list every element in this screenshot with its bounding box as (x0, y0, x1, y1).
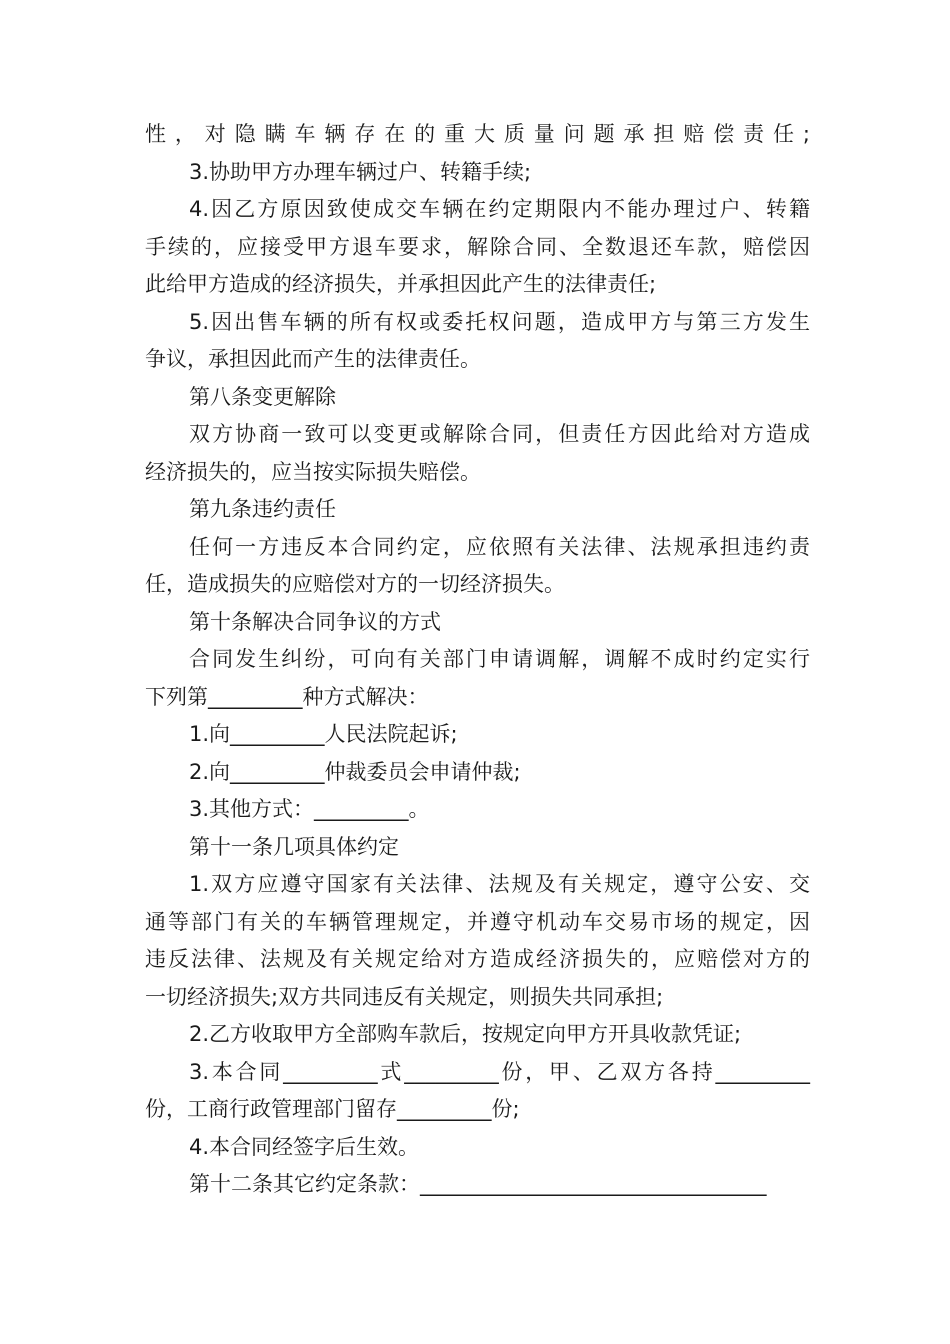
text-line: 2.向_________仲裁委员会申请仲裁; (189, 759, 521, 784)
text-line: 合同发生纠纷，可向有关部门申请调解，调解不成时约定实行 (189, 647, 810, 671)
text-line: 双方协商一致可以变更或解除合同，但责任方因此给对方造成 (189, 422, 810, 446)
text-line: 手续的，应接受甲方退车要求，解除合同、全数退还车款，赔偿因 (145, 234, 810, 259)
text-line: 违反法律、法规及有关规定给对方造成经济损失的，应赔偿对方的 (145, 947, 810, 971)
text-line: 通等部门有关的车辆管理规定，并遵守机动车交易市场的规定，因 (145, 909, 810, 934)
text-line: 下列第_________种方式解决： (145, 684, 429, 709)
text-line: 争议，承担因此而产生的法律责任。 (145, 347, 481, 371)
text-line: 1.向_________人民法院起诉; (189, 722, 458, 746)
text-line: 性，对隐瞒车辆存在的重大质量问题承担赔偿责任; (145, 122, 810, 146)
text-line: 份，工商行政管理部门留存_________份; (145, 1097, 520, 1121)
text-line: 5.因出售车辆的所有权或委托权问题，造成甲方与第三方发生 (189, 309, 810, 334)
section-heading: 第九条违约责任 (189, 497, 336, 521)
text-line: 4.因乙方原因致使成交车辆在约定期限内不能办理过户、转籍 (189, 197, 810, 221)
section-heading: 第八条变更解除 (189, 384, 336, 409)
text-line: 4.本合同经签字后生效。 (189, 1134, 420, 1159)
text-line: 任，造成损失的应赔偿对方的一切经济损失。 (145, 572, 565, 596)
text-line: 任何一方违反本合同约定，应依照有关法律、法规承担违约责 (189, 534, 810, 559)
contract-text (145, 116, 810, 1204)
text-line: 3.协助甲方办理车辆过户、转籍手续; (189, 159, 532, 184)
section-heading: 第十条解决合同争议的方式 (189, 609, 441, 634)
text-line: 3.其他方式：_________。 (189, 797, 430, 821)
text-line: 1.双方应遵守国家有关法律、法规及有关规定，遵守公安、交 (189, 872, 810, 896)
text-line: 3.本合同_________式_________份，甲、乙双方各持_________ (189, 1059, 810, 1084)
text-line: 2.乙方收取甲方全部购车款后，按规定向甲方开具收款凭证; (189, 1022, 742, 1046)
text-line: 经济损失的，应当按实际损失赔偿。 (145, 459, 481, 484)
text-line: 此给甲方造成的经济损失，并承担因此产生的法律责任; (145, 272, 657, 296)
text-line: 一切经济损失;双方共同违反有关规定，则损失共同承担; (145, 984, 664, 1009)
section-heading: 第十一条几项具体约定 (189, 834, 399, 859)
section-heading: 第十二条其它约定条款：_________________________________ (189, 1172, 767, 1196)
